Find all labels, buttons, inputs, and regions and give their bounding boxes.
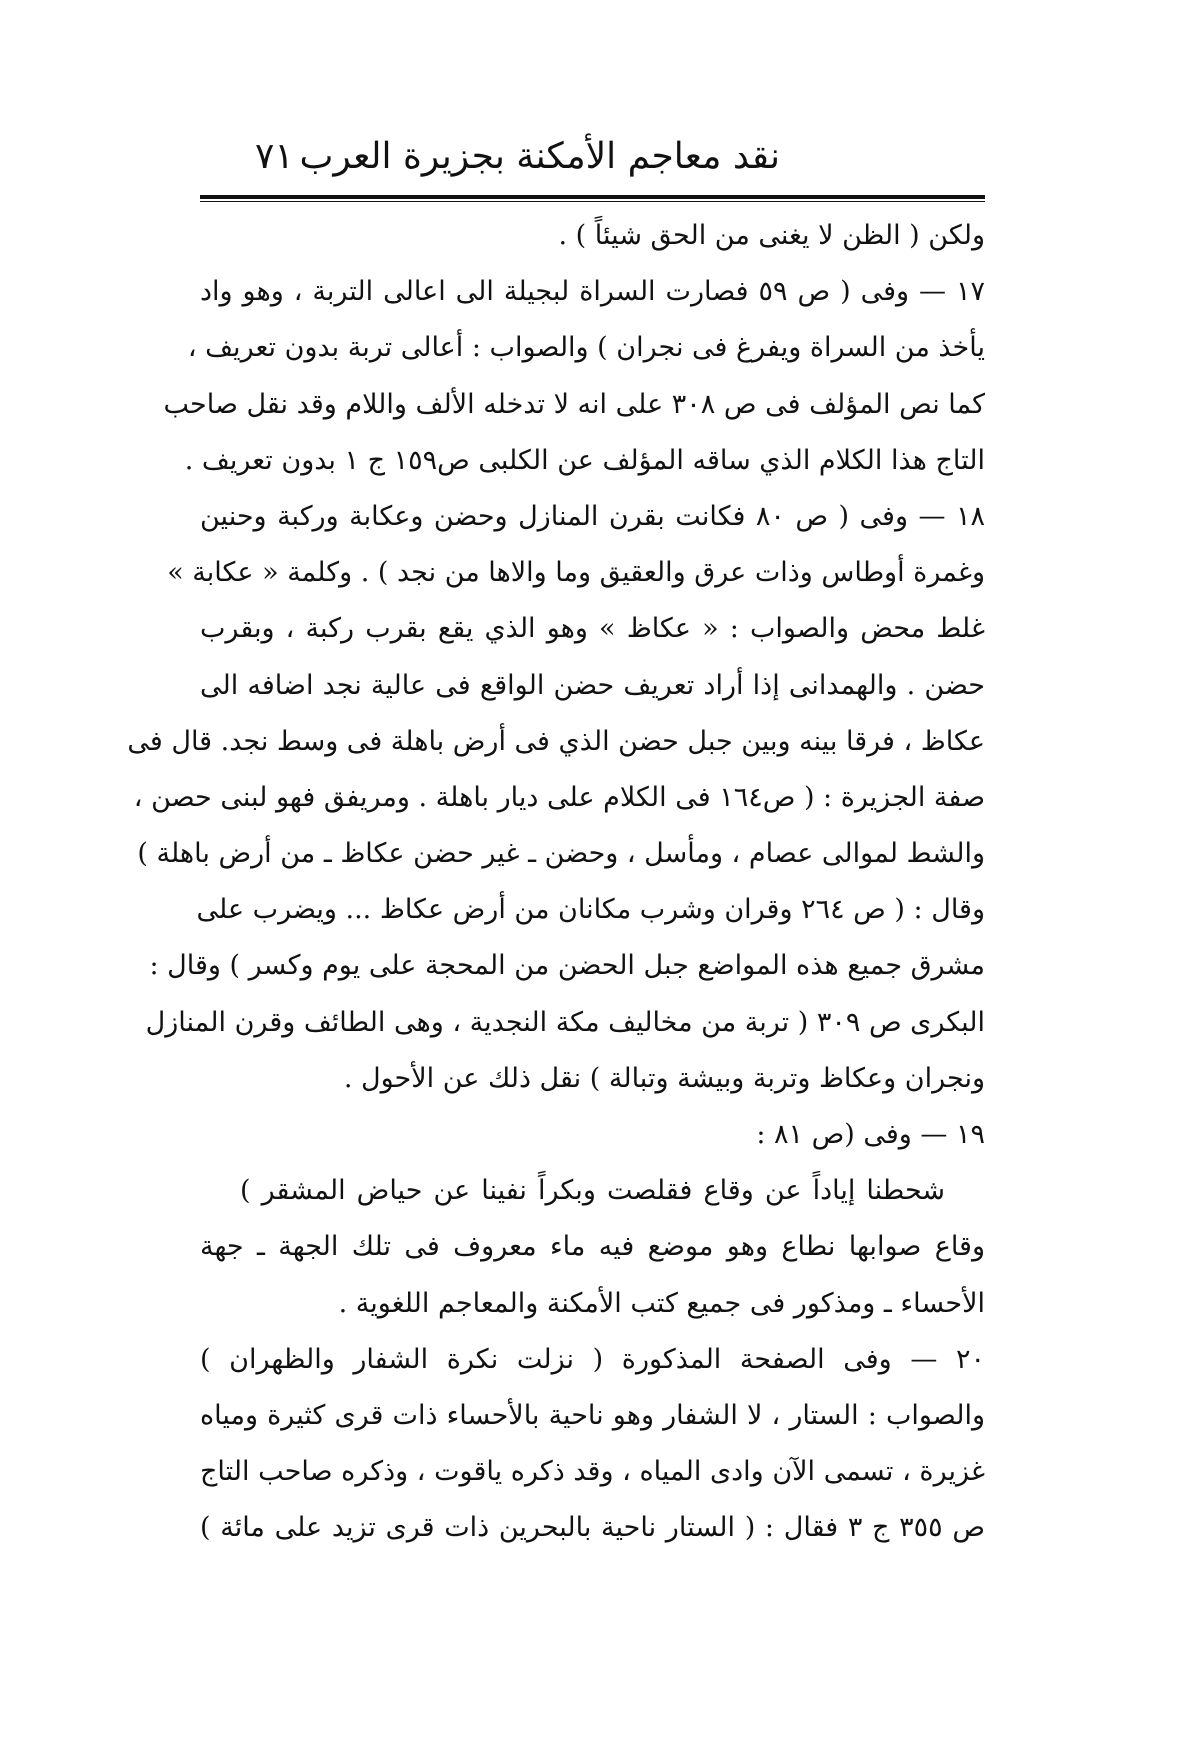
text-line: البكرى ص ٣٠٩ ( تربة من مخاليف مكة النجدية ، وهى الطائف وقرن المنازل <box>145 1006 985 1038</box>
text-line: والصواب : الستار ، لا الشفار وهو ناحية بالأحساء ذات قرى كثيرة ومياه <box>200 1399 985 1431</box>
text-line: والشط لموالى عصام ، ومأسل ، وحضن ـ غير حضن عكاظ ـ من أرض باهلة ) <box>137 838 985 870</box>
text-line: عكاظ ، فرقا بينه وبين جبل حضن الذي فى أرض باهلة فى وسط نجد. قال فى <box>127 725 985 757</box>
running-header <box>200 122 985 192</box>
text-line: التاج هذا الكلام الذي ساقه المؤلف عن الكلبى ص١٥٩ ج ١ بدون تعريف . <box>184 444 985 476</box>
text-line: وقال : ( ص ٢٦٤ وقران وشرب مكانان من أرض عكاظ ... ويضرب على <box>196 894 985 926</box>
text-line: حضن . والهمدانى إذا أراد تعريف حضن الواقع فى عالية نجد اضافه الى <box>200 669 985 701</box>
text-line: ص ٣٥٥ ج ٣ فقال : ( الستار ناحية بالبحرين ذات قرى تزيد على مائة ) <box>200 1512 986 1544</box>
text-line: غلط محض والصواب : « عكاظ » وهو الذي يقع بقرب ركبة ، وبقرب <box>200 613 985 645</box>
book-page <box>127 100 986 1690</box>
verse-line: شحطنا إياداً عن وقاع فقلصت وبكراً نفينا عن حياض المشقر ) <box>240 1175 945 1207</box>
text-line: ولكن ( الظن لا يغنى من الحق شيئاً ) . <box>558 220 985 251</box>
text-line: صفة الجزيرة : ( ص١٦٤ فى الكلام على ديار باهلة . ومريفق فهو لبنى حصن ، <box>133 781 985 813</box>
text-line: وغمرة أوطاس وذات عرق والعقيق وما والاها من نجد ) . وكلمة « عكابة » <box>167 557 985 589</box>
text-line: ونجران وعكاظ وتربة وبيشة وتبالة ) نقل ذلك عن الأحول . <box>343 1062 985 1094</box>
text-line: ١٧ — وفى ( ص ٥٩ فصارت السراة لبجيلة الى اعالى التربة ، وهو واد <box>200 276 985 308</box>
text-line: مشرق جميع هذه المواضع جبل الحضن من المحجة على يوم وكسر ) وقال : <box>149 950 985 982</box>
text-line: ٢٠ — وفى الصفحة المذكورة ( نزلت نكرة الشفار والظهران ) <box>200 1343 985 1375</box>
text-line: وقاع صوابها نطاع وهو موضع فيه ماء معروف فى تلك الجهة ـ جهة <box>200 1231 985 1263</box>
text-line: ١٨ — وفى ( ص ٨٠ فكانت بقرن المنازل وحضن وعكابة وركبة وحنين <box>200 500 985 532</box>
running-title: نقد معاجم الأمكنة بجزيرة العرب <box>299 136 780 177</box>
text-line: يأخذ من السراة ويفرغ فى نجران ) والصواب : أعالى تربة بدون تعريف ، <box>187 332 985 364</box>
text-line: غزيرة ، تسمى الآن وادى المياه ، وقد ذكره ياقوت ، وذكره صاحب التاج <box>200 1456 985 1488</box>
header-rule <box>200 195 985 199</box>
header-rule-thin <box>200 201 985 202</box>
text-line: كما نص المؤلف فى ص ٣٠٨ على انه لا تدخله الألف واللام وقد نقل صاحب <box>163 388 985 420</box>
page-number: ٧١ <box>255 136 294 177</box>
body-text <box>127 208 986 1557</box>
text-line: الأحساء ـ ومذكور فى جميع كتب الأمكنة والمعاجم اللغوية . <box>338 1287 985 1319</box>
text-line: ١٩ — وفى (ص ٨١ : <box>756 1119 985 1150</box>
